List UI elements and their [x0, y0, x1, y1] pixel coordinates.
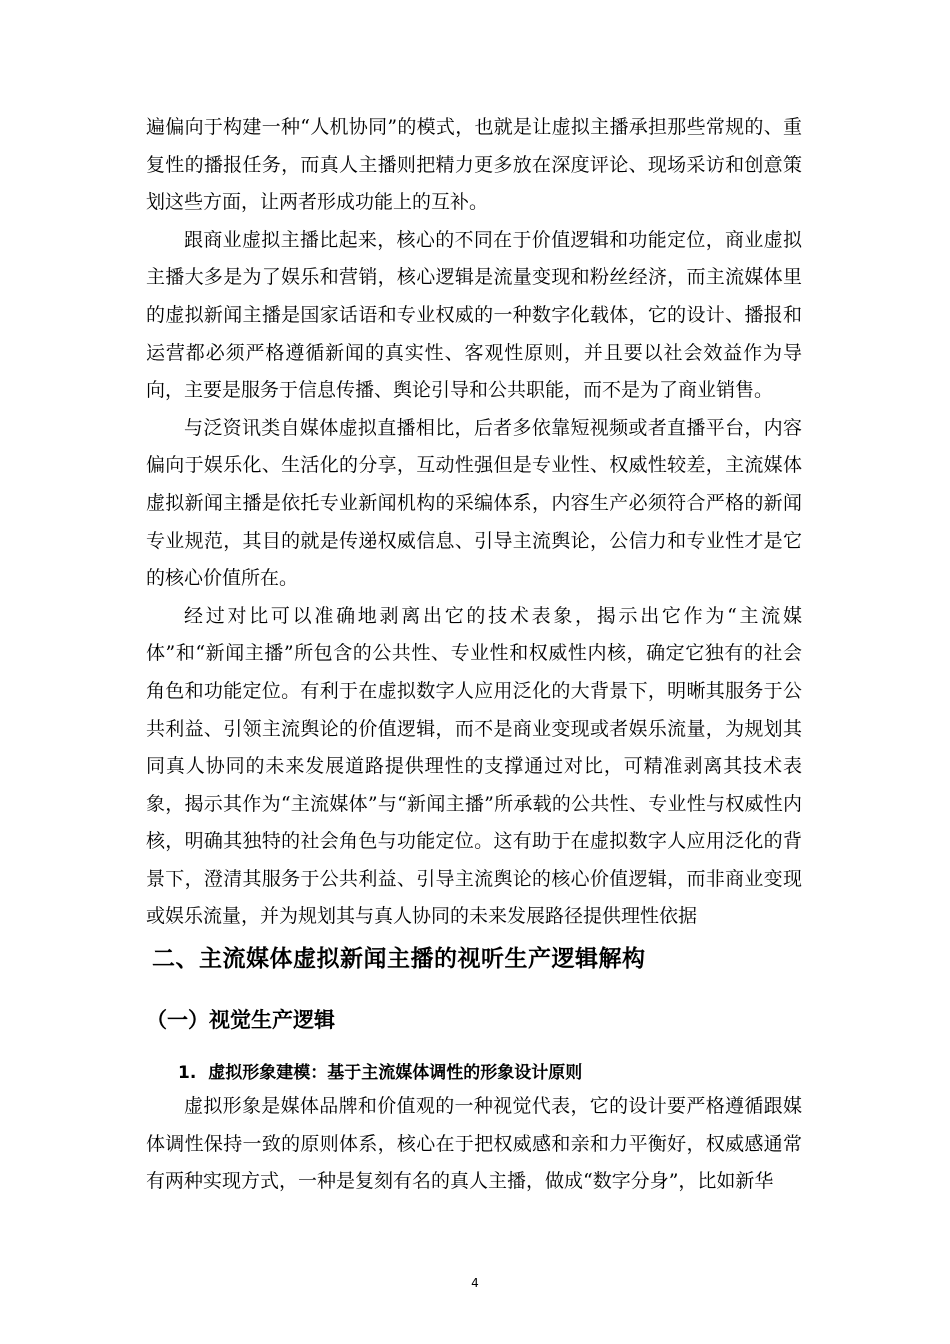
paragraph: 与泛资讯类自媒体虚拟直播相比，后者多依靠短视频或者直播平台，内容偏向于娱乐化、生活化的分享，互动性强但是专业性、权威性较差，主流媒体虚拟新闻主播是依托专业新闻机构的采编体系，内容生产必须符合严格的新闻专业规范，其目的就是传递权威信息、引导主流舆论，公信力和专业性才是它的核心价值所在。	[146, 416, 802, 590]
heading-number: 1.	[178, 1063, 197, 1083]
subsection-heading: （一）视觉生产逻辑	[146, 1008, 335, 1032]
sub-subsection-heading	[178, 1058, 582, 1083]
paragraph-continued: 遍偏向于构建一种“人机协同”的模式，也就是让虚拟主播承担那些常规的、重复性的播报任务，而真人主播则把精力更多放在深度评论、现场采访和创意策划这些方面，让两者形成功能上的互补。	[146, 116, 802, 214]
paragraph: 跟商业虚拟主播比起来，核心的不同在于价值逻辑和功能定位，商业虚拟主播大多是为了娱乐和营销，核心逻辑是流量变现和粉丝经济，而主流媒体里的虚拟新闻主播是国家话语和专业权威的一种数字化载体，它的设计、播报和运营都必须严格遵循新闻的真实性、客观性原则，并且要以社会效益作为导向，主要是服务于信息传播、舆论引导和公共职能，而不是为了商业销售。	[146, 228, 802, 402]
body-text-block-final	[146, 1088, 802, 1201]
heading-text: 虚拟形象建模：基于主流媒体调性的形象设计原则	[208, 1063, 583, 1083]
body-text-block	[146, 109, 802, 936]
section-heading: 二、主流媒体虚拟新闻主播的视听生产逻辑解构	[152, 946, 646, 972]
paragraph: 经过对比可以准确地剥离出它的技术表象，揭示出它作为“主流媒体”和“新闻主播”所包含的公共性、专业性和权威性内核，确定它独有的社会角色和功能定位。有利于在虚拟数字人应用泛化的大背景下，明晰其服务于公共利益、引领主流舆论的价值逻辑，而不是商业变现或者娱乐流量，为规划其同真人协同的未来发展道路提供理性的支撑通过对比，可精准剥离其技术表象，揭示其作为“主流媒体”与“新闻主播”所承载的公共性、专业性与权威性内核，明确其独特的社会角色与功能定位。这有助于在虚拟数字人应用泛化的背景下，澄清其服务于公共利益、引导主流舆论的核心价值逻辑，而非商业变现或娱乐流量，并为规划其与真人协同的未来发展路径提供理性依据	[146, 604, 802, 928]
page-number: 4	[471, 1276, 479, 1290]
paragraph: 虚拟形象是媒体品牌和价值观的一种视觉代表，它的设计要严格遵循跟媒体调性保持一致的原则体系，核心在于把权威感和亲和力平衡好，权威感通常有两种实现方式，一种是复刻有名的真人主播，做成“数字分身”，比如新华	[146, 1095, 802, 1193]
